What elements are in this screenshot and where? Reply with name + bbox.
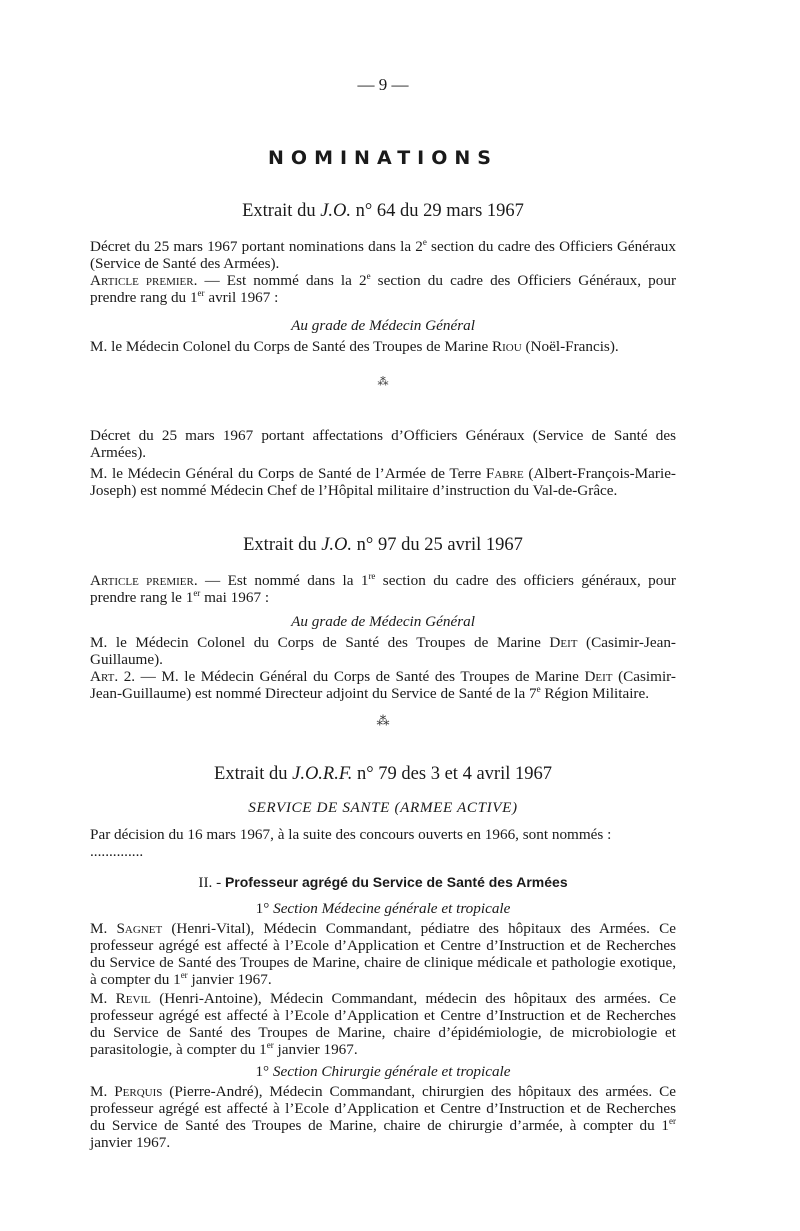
- article-premier-paragraph-2: Article premier. — Est nommé dans la 1re section du cadre des officiers généraux, pour prendre rang le 1er mai 1967 :: [90, 571, 676, 606]
- nomination-sagnet: M. Sagnet (Henri-Vital), Médecin Commandant, pédiatre des hôpitaux des Armées. Ce professeur agrégé est affecté à l’Ecole d’Application et Centre d’Instruction et de Recherches du Service de Santé des Troupes de Marine, chaire de clinique médicale et pathologie exotique, à compter du 1er janvier 1967.: [90, 920, 676, 988]
- section-heading-jo-97: Extrait du J.O. n° 97 du 25 avril 1967: [243, 535, 523, 555]
- grade-heading: Au grade de Médecin Général: [291, 317, 475, 334]
- decree-affectations-paragraph: Décret du 25 mars 1967 portant affectations d’Officiers Généraux (Service de Santé des Armées).: [90, 427, 676, 461]
- nomination-riou: M. le Médecin Colonel du Corps de Santé des Troupes de Marine Riou (Noël-Francis).: [90, 338, 619, 355]
- article-premier-paragraph: Article premier. — Est nommé dans la 2e section du cadre des Officiers Généraux, pour prendre rang du 1er avril 1967 :: [90, 271, 677, 306]
- article-2-paragraph: Art. 2. — M. le Médecin Général du Corps de Santé des Troupes de Marine Deit (Casimir-Jean-Guillaume) est nommé Directeur adjoint du Service de Santé de la 7e Région Militaire.: [90, 668, 676, 702]
- decree-paragraph: Décret du 25 mars 1967 portant nominations dans la 2e section du cadre des Officiers Généraux (Service de Santé des Armées).: [90, 237, 676, 272]
- nomination-fabre: M. le Médecin Général du Corps de Santé de l’Armée de Terre Fabre (Albert-François-Marie-Joseph) est nommé Médecin Chef de l’Hôpital militaire d’instruction du Val-de-Grâce.: [90, 465, 676, 499]
- ornament-divider: ⁂: [377, 376, 389, 388]
- service-subheading: SERVICE DE SANTE (ARMEE ACTIVE): [248, 799, 518, 816]
- grade-heading-2: Au grade de Médecin Général: [291, 613, 475, 630]
- page-title: NOMINATIONS: [268, 147, 498, 169]
- subsection-chirurgie-heading: 1° Section Chirurgie générale et tropicale: [255, 1063, 511, 1080]
- ornament-divider-2: ⁂: [376, 713, 390, 728]
- decision-intro: Par décision du 16 mars 1967, à la suite des concours ouverts en 1966, sont nommés :: [90, 826, 612, 843]
- section-ii-heading: II. - Professeur agrégé du Service de Santé des Armées: [198, 874, 568, 891]
- subsection-medecine-heading: 1° Section Médecine générale et tropicale: [255, 900, 511, 917]
- section-heading-jorf-79: Extrait du J.O.R.F. n° 79 des 3 et 4 avril 1967: [214, 764, 552, 784]
- nomination-deit: M. le Médecin Colonel du Corps de Santé des Troupes de Marine Deit (Casimir-Jean-Guillaume).: [90, 634, 676, 668]
- page-number: — 9 —: [357, 75, 409, 94]
- nomination-perquis: M. Perquis (Pierre-André), Médecin Commandant, chirurgien des hôpitaux des armées. Ce professeur agrégé est affecté à l’Ecole d’Application et Centre d’Instruction et de Recherches du Service de Santé des Troupes de Marine, chaire de chirurgie d’armée, à compter du 1er janvier 1967.: [90, 1083, 676, 1151]
- elision-dots: ..............: [90, 843, 144, 860]
- nomination-revil: M. Revil (Henri-Antoine), Médecin Commandant, médecin des hôpitaux des armées. Ce professeur agrégé est affecté à l’Ecole d’Application et Centre d’Instruction et de Recherches du Service de Santé des Troupes de Marine, chaire d’épidémiologie, de microbiologie et parasitologie, à compter du 1er janvier 1967.: [90, 990, 676, 1058]
- section-heading-jo-64: Extrait du J.O. n° 64 du 29 mars 1967: [242, 201, 524, 221]
